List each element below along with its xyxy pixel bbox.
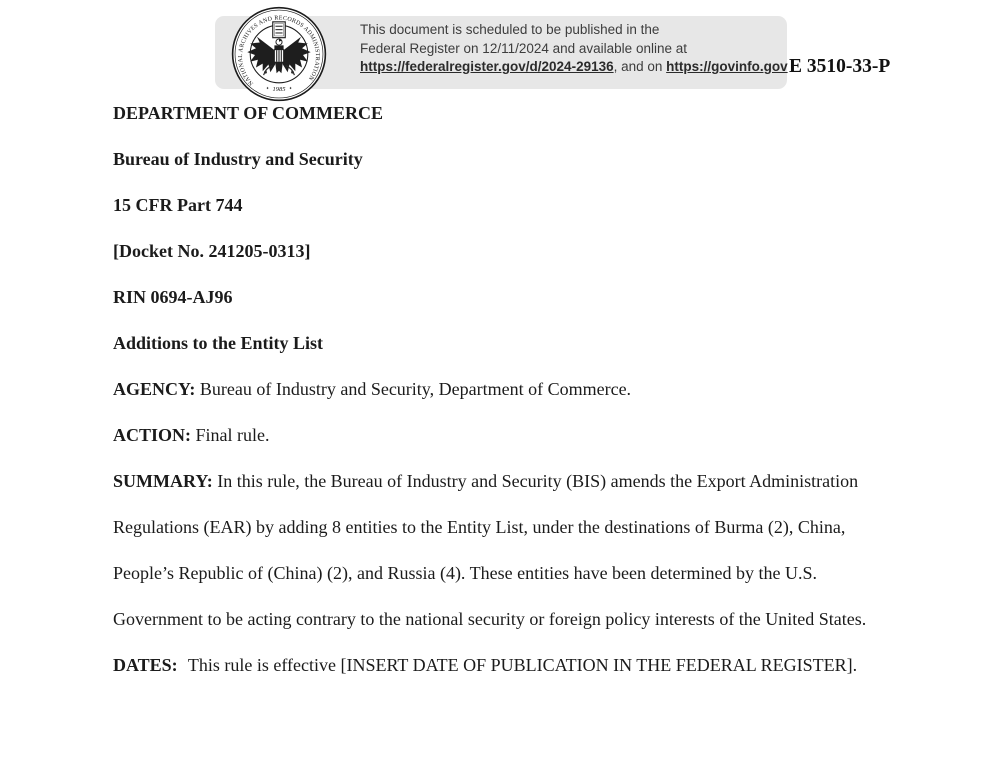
- agency-label: AGENCY:: [113, 379, 196, 399]
- summary-label: SUMMARY:: [113, 471, 213, 491]
- seal-ornament-left: ✦: [265, 86, 270, 91]
- doc-heading-bureau: Bureau of Industry and Security: [113, 149, 363, 169]
- doc-heading-rin: RIN 0694-AJ96: [113, 287, 233, 307]
- notice-line-3-middle: , and on: [613, 59, 667, 74]
- doc-heading-docket: [Docket No. 241205-0313]: [113, 241, 311, 261]
- dates-label: DATES:: [113, 655, 178, 675]
- billing-code: E 3510-33-P: [789, 56, 891, 77]
- notice-line-1: This document is scheduled to be published in the: [360, 22, 660, 37]
- agency-text: Bureau of Industry and Security, Department of Commerce.: [199, 379, 632, 399]
- doc-heading-cfr-part: 15 CFR Part 744: [113, 195, 243, 215]
- seal-ring-text: NATIONAL ARCHIVES AND RECORDS ADMINISTRATION: [238, 15, 321, 87]
- seal-year: 1985: [272, 85, 286, 93]
- national-archives-seal-icon: [231, 6, 327, 102]
- notice-line-3: [360, 58, 788, 77]
- seal-tablet-icon: [273, 22, 285, 38]
- govinfo-link[interactable]: https://govinfo.gov: [666, 59, 788, 74]
- doc-paragraph-summary: [113, 458, 903, 642]
- document-body: [113, 90, 903, 688]
- doc-heading-department: DEPARTMENT OF COMMERCE: [113, 103, 384, 123]
- summary-text: In this rule, the Bureau of Industry and Security (BIS) amends the Export Administration Regulations (EAR) by adding 8 entities to the Entity List, under the destinations of Burma (2), China, People’s Republic of (China) (2), and Russia (4). These entities have been determined by the U.S. Government to be acting contrary to the national security or foreign policy interests of the United States.: [113, 471, 867, 629]
- doc-paragraph-dates: [113, 642, 903, 688]
- notice-line-2: Federal Register on 12/11/2024 and available online at: [360, 40, 687, 56]
- seal-ornament-right: ✦: [288, 86, 293, 91]
- action-label: ACTION:: [113, 425, 192, 445]
- action-text: Final rule.: [195, 425, 270, 445]
- doc-heading-title: Additions to the Entity List: [113, 333, 324, 353]
- publication-notice-text: [360, 21, 788, 77]
- federal-register-link[interactable]: https://federalregister.gov/d/2024-29136: [360, 59, 614, 74]
- doc-paragraph-action: [113, 412, 903, 458]
- dates-text: This rule is effective [INSERT DATE OF PUBLICATION IN THE FEDERAL REGISTER].: [187, 655, 858, 675]
- doc-paragraph-agency: [113, 366, 903, 412]
